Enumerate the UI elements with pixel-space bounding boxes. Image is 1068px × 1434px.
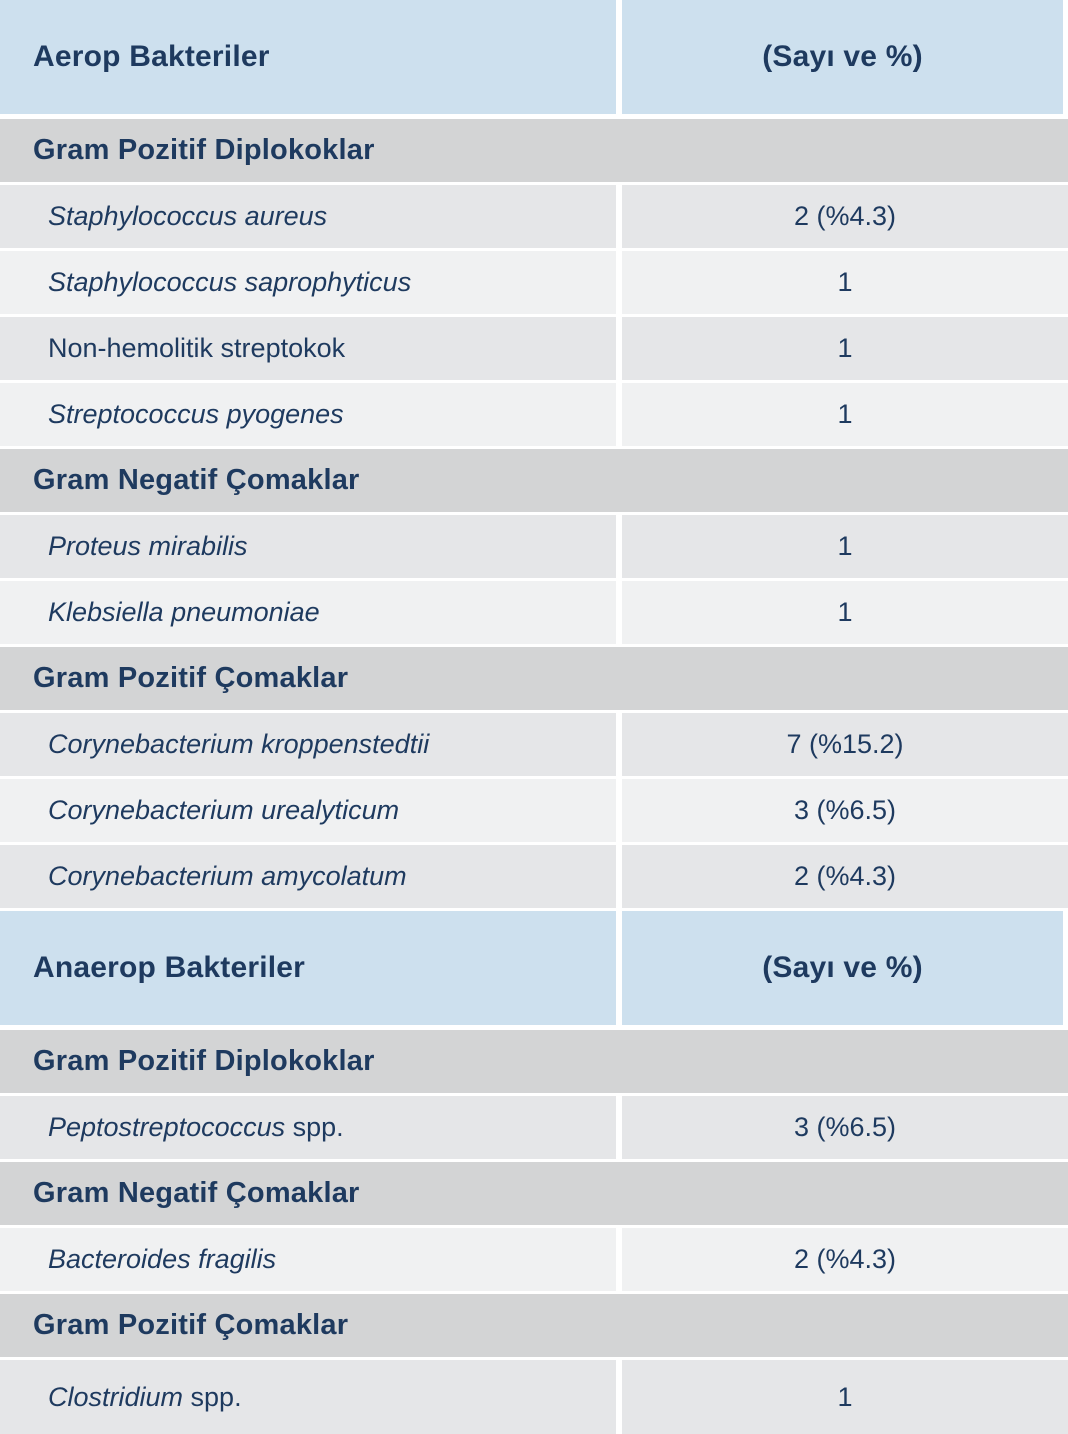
- species-name-cell: [0, 1096, 616, 1159]
- species-row: [0, 1360, 1068, 1434]
- species-count-cell: [622, 317, 1068, 380]
- species-name-cell: [0, 779, 616, 842]
- species-count-cell: [622, 1096, 1068, 1159]
- section-title: Gram Negatif Çomaklar: [33, 1177, 360, 1209]
- species-name: Corynebacterium kroppenstedtii: [48, 729, 430, 759]
- group-header-anaerop: [0, 911, 1068, 1025]
- species-row: [0, 713, 1068, 776]
- group-title: Anaerop Bakteriler: [33, 951, 306, 984]
- species-count: 1: [837, 597, 853, 627]
- species-count: 3 (%6.5): [793, 795, 897, 825]
- species-name: Bacteroides fragilis: [48, 1244, 277, 1274]
- species-count-cell: [622, 251, 1068, 314]
- species-row: [0, 1096, 1068, 1159]
- species-name-cell: [0, 251, 616, 314]
- species-name-suffix: spp.: [285, 1112, 344, 1142]
- group-header-title-cell: [0, 0, 616, 114]
- species-name-suffix: Non-hemolitik streptokok: [48, 333, 346, 363]
- section-title: Gram Pozitif Diplokoklar: [33, 1045, 375, 1077]
- species-count: 1: [837, 531, 853, 561]
- species-count-cell: [622, 515, 1068, 578]
- species-count: 1: [837, 1381, 853, 1412]
- section-title: Gram Pozitif Çomaklar: [33, 1309, 349, 1341]
- species-count: 1: [837, 333, 853, 363]
- species-count-cell: [622, 713, 1068, 776]
- species-count: 1: [837, 399, 853, 429]
- species-count: 3 (%6.5): [793, 1112, 897, 1142]
- species-row: [0, 185, 1068, 248]
- group-header-value-cell: [622, 0, 1063, 114]
- species-name: Streptococcus pyogenes: [48, 399, 344, 429]
- species-count-cell: [622, 1360, 1068, 1434]
- species-name-cell: [0, 581, 616, 644]
- species-name: Clostridium: [48, 1381, 184, 1412]
- section-header-gram-pozitif-diplokoklar: [0, 119, 1068, 182]
- group-header-aerop: [0, 0, 1068, 114]
- species-count: 1: [837, 267, 853, 297]
- species-name-cell: [0, 1360, 616, 1434]
- section-header-gram-negatif-comaklar: [0, 1162, 1068, 1225]
- species-name-suffix: spp.: [183, 1381, 242, 1412]
- species-count-cell: [622, 779, 1068, 842]
- species-name: Staphylococcus saprophyticus: [48, 267, 412, 297]
- species-name-cell: [0, 845, 616, 908]
- count-column-label: (Sayı ve %): [762, 951, 923, 984]
- group-header-value-cell: [622, 911, 1063, 1025]
- species-name-cell: [0, 383, 616, 446]
- species-count-cell: [622, 845, 1068, 908]
- species-count-cell: [622, 581, 1068, 644]
- species-row: [0, 317, 1068, 380]
- species-name: Staphylococcus aureus: [48, 201, 328, 231]
- species-count: 2 (%4.3): [793, 1244, 897, 1274]
- section-header-gram-pozitif-diplokoklar: [0, 1030, 1068, 1093]
- species-count: 2 (%4.3): [793, 201, 897, 231]
- species-name-cell: [0, 713, 616, 776]
- species-count-cell: [622, 185, 1068, 248]
- section-header-gram-negatif-comaklar: [0, 449, 1068, 512]
- species-name: Klebsiella pneumoniae: [48, 597, 320, 627]
- species-name-cell: [0, 515, 616, 578]
- species-name-cell: [0, 185, 616, 248]
- species-row: [0, 845, 1068, 908]
- section-title: Gram Pozitif Diplokoklar: [33, 134, 375, 166]
- species-name: Corynebacterium amycolatum: [48, 861, 407, 891]
- group-header-title-cell: [0, 911, 616, 1025]
- count-column-label: (Sayı ve %): [762, 40, 923, 73]
- species-count: 7 (%15.2): [786, 729, 904, 759]
- species-count: 2 (%4.3): [793, 861, 897, 891]
- species-count-cell: [622, 1228, 1068, 1291]
- section-title: Gram Negatif Çomaklar: [33, 464, 360, 496]
- section-title: Gram Pozitif Çomaklar: [33, 662, 349, 694]
- species-row: [0, 779, 1068, 842]
- section-header-gram-pozitif-comaklar: [0, 1294, 1068, 1357]
- species-name-cell: [0, 317, 616, 380]
- species-row: [0, 581, 1068, 644]
- species-name: Proteus mirabilis: [48, 531, 248, 561]
- species-name-cell: [0, 1228, 616, 1291]
- species-name: Peptostreptococcus: [48, 1112, 286, 1142]
- species-row: [0, 515, 1068, 578]
- species-row: [0, 383, 1068, 446]
- species-row: [0, 1228, 1068, 1291]
- group-title: Aerop Bakteriler: [33, 40, 270, 73]
- species-count-cell: [622, 383, 1068, 446]
- species-name: Corynebacterium urealyticum: [48, 795, 400, 825]
- species-row: [0, 251, 1068, 314]
- section-header-gram-pozitif-comaklar: [0, 647, 1068, 710]
